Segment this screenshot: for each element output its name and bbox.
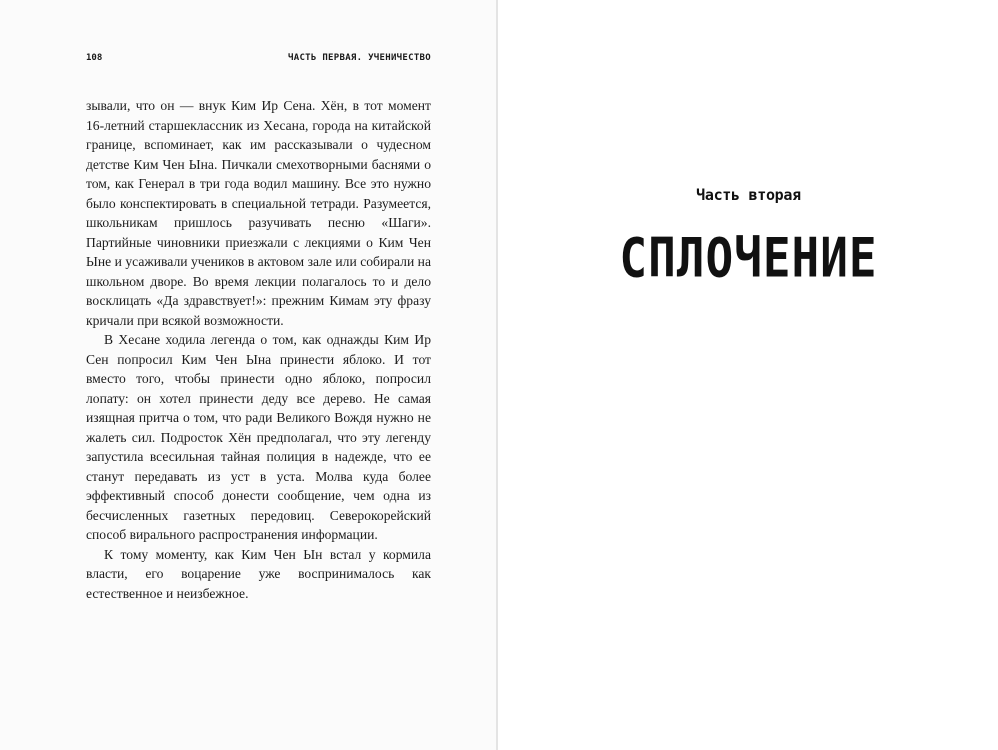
- paragraph: В Хесане ходила легенда о том, как однажды Ким Ир Сен попросил Ким Чен Ына принести яблоко. И тот вместо того, чтобы принести одно яблоко, попросил лопату: он хотел принести деду все дерево. Не самая изящная притча о том, что ради Великого Вождя нужно не жалеть сил. Подросток Хён предполагал, что эту легенду запустила всесильная тайная полиция в надежде, что ее станут передавать из уст в уста. Молва куда более эффективный способ донести сообщение, чем одна из бесчисленных газетных передовиц. Северокорейский способ вирального распространения информации.: [86, 332, 431, 542]
- paragraph: зывали, что он — внук Ким Ир Сена. Хён, в тот момент 16-летний старшеклассник из Хесана, города на китайской границе, вспоминает, как им рассказывали о чудесном детстве Ким Чен Ына. Пичкали смехотворными баснями о том, как Генерал в три года водил машину. Все это нужно было конспектировать в специальной тетради. Разумеется, школьникам пришлось разучивать песню «Шаги». Партийные чиновники приезжали с лекциями о Ким Чен Ыне и усаживали учеников в актовом зале или собирали на школьном дворе. Во время лекции полагалось то и дело восклицать «Да здравствует!»: прежним Кимам эту фразу кричали при всякой возможности.: [86, 98, 431, 328]
- part-label: Часть вторая: [696, 186, 801, 204]
- page-gutter: [496, 0, 498, 750]
- running-head-title: ЧАСТЬ ПЕРВАЯ. УЧЕНИЧЕСТВО: [288, 53, 431, 63]
- paragraph: К тому моменту, как Ким Чен Ын встал у кормила власти, его воцарение уже воспринималось как естественное и неизбежное.: [86, 546, 431, 601]
- part-title: СПЛОЧЕНИЕ: [619, 225, 878, 290]
- body-text: [86, 96, 431, 603]
- running-head: [86, 53, 431, 67]
- left-page: [0, 0, 497, 750]
- right-page: [499, 0, 998, 750]
- page-number: 108: [86, 53, 103, 63]
